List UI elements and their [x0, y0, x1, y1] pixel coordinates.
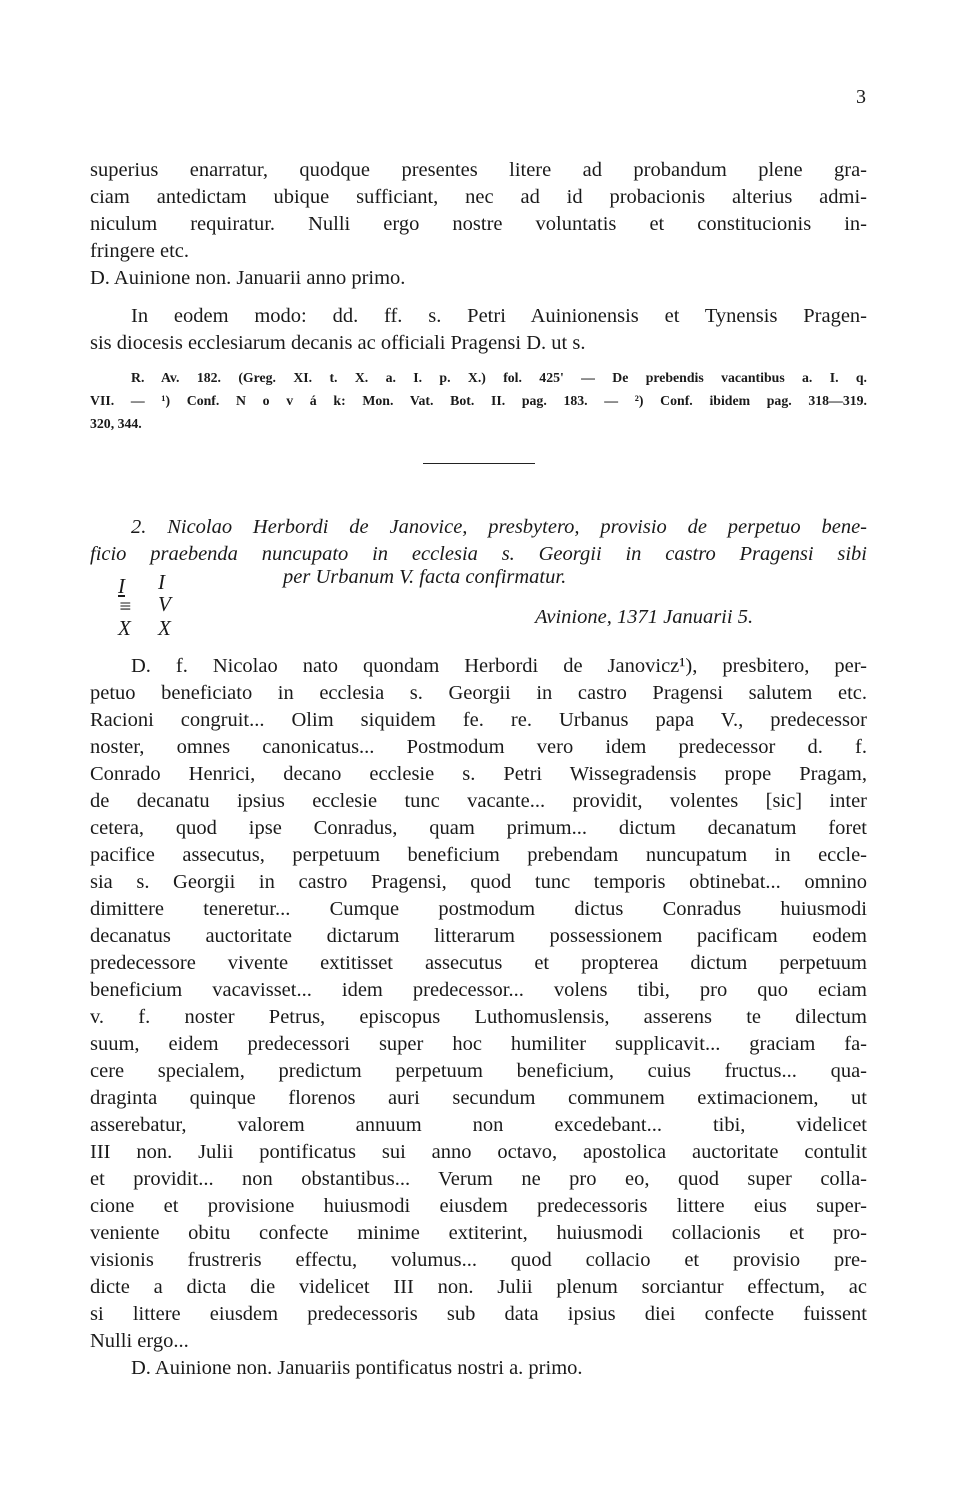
text-line: D. f. Nicolao nato quondam Herbordi de Janovicz¹), presbitero, per-	[131, 655, 867, 677]
text-line: et providit... non obstantibus... Verum ne pro eo, quod super colla-	[90, 1168, 867, 1190]
text-line: sis diocesis ecclesiarum decanis ac officiali Pragensi D. ut s.	[90, 332, 586, 354]
text-line: si littere eiusdem predecessoris sub data ipsius diei confecte fuissent	[90, 1303, 867, 1325]
text-line: Nulli ergo...	[90, 1330, 189, 1352]
text-line: cione et provisione huiusmodi eiusdem predecessoris littere eius super-	[90, 1195, 867, 1217]
final-date-line: D. Auinione non. Januariis pontificatus nostri a. primo.	[131, 1357, 583, 1379]
text-line: pacifice assecutus, perpetuum beneficium prebendam nuncupatum in eccle-	[90, 844, 867, 866]
body-paragraph	[90, 653, 867, 1382]
text-line: Racioni congruit... Olim siquidem fe. re. Urbanus papa V., predecessor	[90, 709, 867, 731]
archival-sigla	[116, 570, 206, 644]
text-line: superius enarratur, quodque presentes litere ad probandum plene gra-	[90, 159, 867, 181]
note-line: R. Av. 182. (Greg. XI. t. X. a. I. p. X.) fol. 425' — De prebendis vacantibus a. I. q.	[131, 370, 867, 385]
text-line: v. f. noster Petrus, episcopus Luthomuslensis, asserens te dilectum	[90, 1006, 867, 1028]
siglum: X	[158, 616, 171, 640]
text-line: predecessore vivente extitisset assecutus et propterea dictum perpetuum	[90, 952, 867, 974]
date-line: D. Auinione non. Januarii anno primo.	[90, 267, 406, 289]
text-line: cetera, quod ipse Conradus, quam primum... dictum decanatum foret	[90, 817, 867, 839]
siglum: X	[118, 616, 131, 640]
text-line: asserebatur, valorem annuum non excedebant... tibi, videlicet	[90, 1114, 867, 1136]
eodem-paragraph	[90, 303, 867, 357]
document-heading	[90, 514, 867, 568]
siglum: I	[118, 574, 125, 598]
text-line: Conrado Henrici, decano ecclesie s. Petri Wissegradensis prope Pragam,	[90, 763, 867, 785]
text-line: suum, eidem predecessori super hoc humiliter supplicavit... graciam fa-	[90, 1033, 867, 1055]
text-line: decanatus auctoritate dictarum litterarum possessionem pacificam eodem	[90, 925, 867, 947]
note-line: 320, 344.	[90, 416, 142, 431]
text-line: dicte a dicta die videlicet III non. Julii plenum sorciantur effectum, ac	[90, 1276, 867, 1298]
intro-paragraph	[90, 157, 867, 292]
siglum: I	[158, 570, 165, 594]
text-line: In eodem modo: dd. ff. s. Petri Auinionensis et Tynensis Pragen-	[131, 305, 867, 327]
notes-block	[90, 366, 867, 435]
heading-line: ficio praebenda nuncupato in ecclesia s. Georgii in castro Pragensi sibi	[90, 543, 867, 565]
page-number: 3	[856, 86, 866, 108]
text-line: ciam antedictam ubique sufficiant, nec ad id probacionis alterius admi-	[90, 186, 867, 208]
text-line: niculum requiratur. Nulli ergo nostre voluntatis et constitucionis in-	[90, 213, 867, 235]
note-line: VII. — ¹) Conf. N o v á k: Mon. Vat. Bot. II. pag. 183. — ²) Conf. ibidem pag. 318—319.	[90, 393, 867, 408]
text-line: sia s. Georgii in castro Pragensi, quod tunc temporis obtinebat... omnino	[90, 871, 867, 893]
text-line: III non. Julii pontificatus sui anno octavo, apostolica auctoritate contulit	[90, 1141, 867, 1163]
text-line: petuo beneficiato in ecclesia s. Georgii in castro Pragensi salutem etc.	[90, 682, 867, 704]
siglum: V	[158, 592, 171, 616]
heading-line: per Urbanum V. facta confirmatur.	[283, 566, 567, 588]
text-line: cere specialem, predictum perpetuum beneficium, cuius fructus... qua-	[90, 1060, 867, 1082]
text-line: visionis frustreris effectu, volumus... quod collacio et provisio pre-	[90, 1249, 867, 1271]
heading-line: 2. Nicolao Herbordi de Janovice, presbytero, provisio de perpetuo bene-	[131, 516, 867, 538]
text-line: noster, omnes canonicatus... Postmodum vero idem predecessor d. f.	[90, 736, 867, 758]
siglum: ≡	[118, 594, 133, 618]
text-line: draginta quinque florenos auri secundum communem extimacionem, ut	[90, 1087, 867, 1109]
place-date: Avinione, 1371 Januarii 5.	[535, 606, 754, 628]
text-line: dimittere teneretur... Cumque postmodum dictus Conradus huiusmodi	[90, 898, 867, 920]
text-line: beneficium vacavisset... idem predecessor... volens tibi, pro quo eciam	[90, 979, 867, 1001]
text-line: de decanatu ipsius ecclesie tunc vacante... providit, volentes [sic] inter	[90, 790, 867, 812]
section-divider	[423, 463, 535, 464]
text-line: fringere etc.	[90, 240, 190, 262]
text-line: veniente obitu confecte minime extiterint, huiusmodi collacionis et pro-	[90, 1222, 867, 1244]
